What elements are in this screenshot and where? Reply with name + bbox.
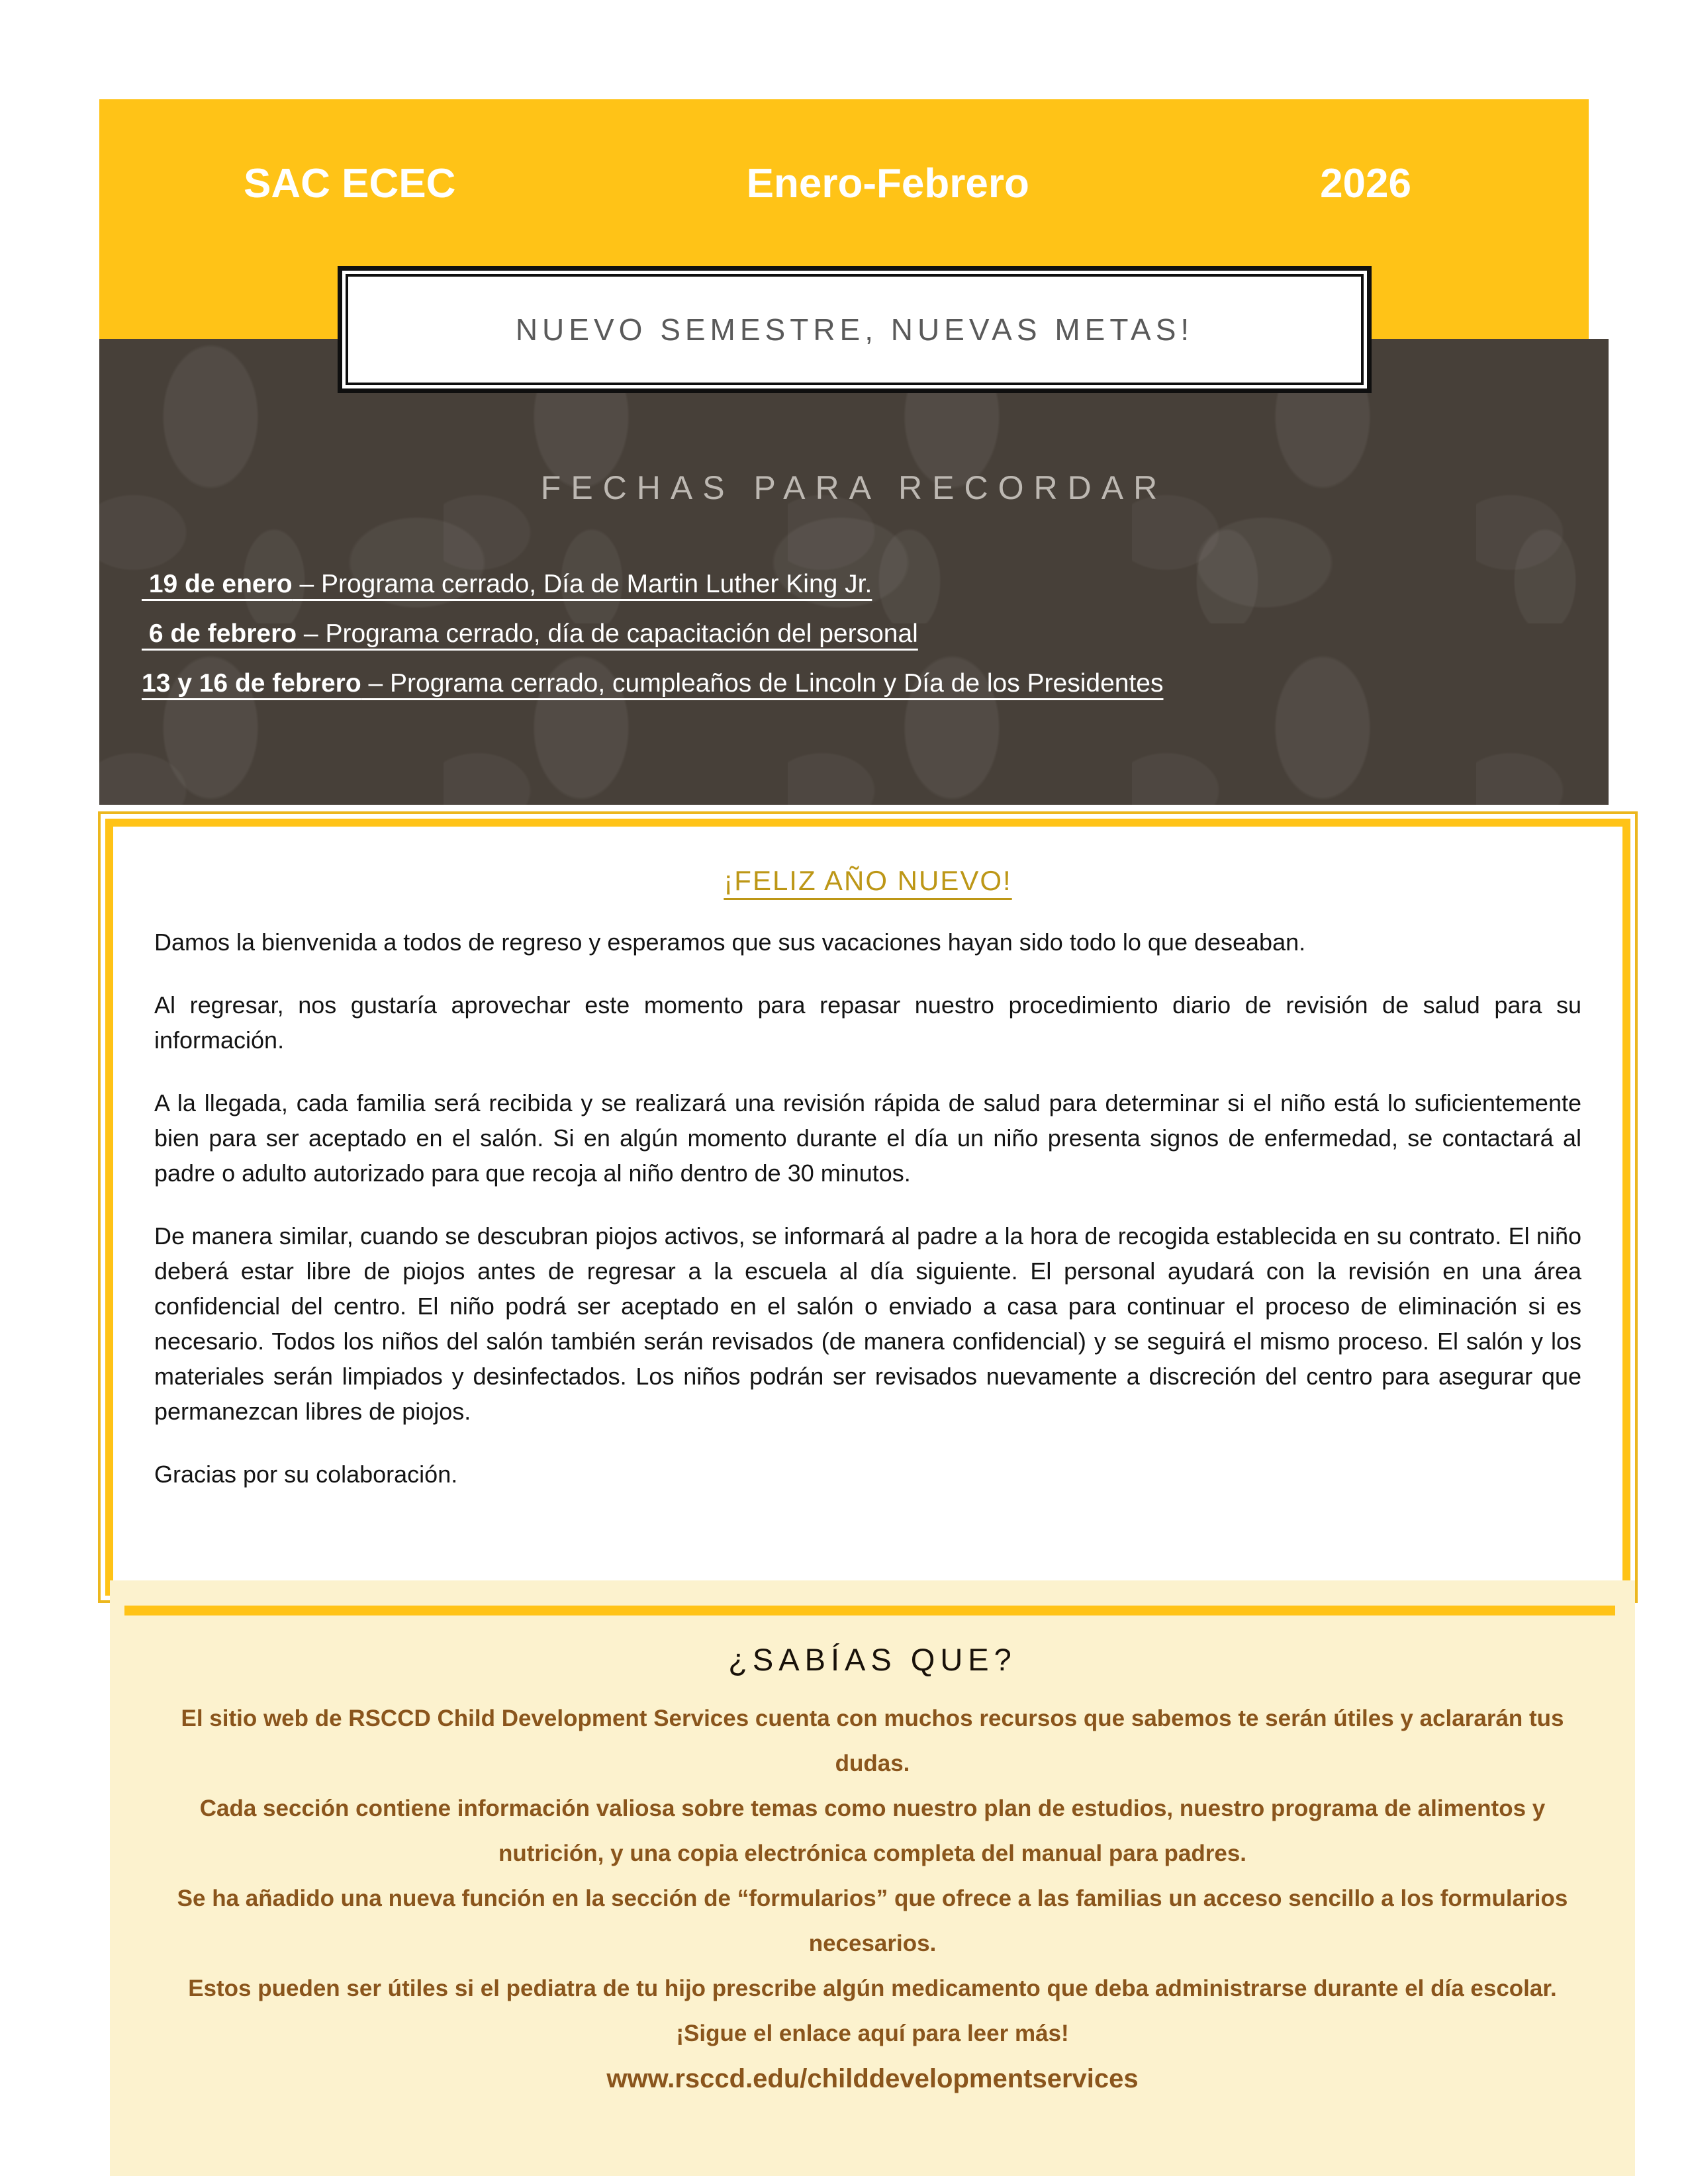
date-item-mlk <box>142 570 1569 598</box>
dates-section <box>99 339 1609 805</box>
subtitle-text: NUEVO SEMESTRE, NUEVAS METAS! <box>515 312 1194 347</box>
banner-year-title: 2026 <box>1320 161 1411 206</box>
dates-section-heading: FECHAS PARA RECORDAR <box>540 469 1168 506</box>
subtitle-box <box>338 266 1372 393</box>
sabias-paragraph-sections: Cada sección contiene información valiosa sobre temas como nuestro plan de estudios, nuestro programa de alimentos y nutrición, y una copia electrónica completa del manual para padres. <box>199 1796 1546 1866</box>
gold-divider-bar <box>124 1606 1615 1615</box>
feliz-paragraph-health-check: A la llegada, cada familia será recibida y se realizará una revisión rápida de salud para determinar si el niño está lo suficientemente bien para ser aceptado en el salón. Si en algún momento durante el día un niño presenta signos de enfermedad, se contactará al padre o adulto autorizado para que recoja al niño dentro de 30 minutos. <box>154 1089 1581 1187</box>
date-item-staff-training-desc: – Programa cerrado, día de capacitación del personal <box>297 619 918 648</box>
dates-list <box>142 570 1569 698</box>
feliz-paragraph-lice-policy: De manera similar, cuando se descubran piojos activos, se informará al padre a la hora de recogida establecida en su contrato. El niño deberá estar libre de piojos antes de regresar a la escuela al día siguiente. El personal ayudará con la revisión en una área confidencial del centro. El niño podrá ser aceptado en el salón o enviado a casa para continuar el proceso de eliminación si es necesario. Todos los niños del salón también serán revisados (de manera confidencial) y se seguirá el mismo proceso. El salón y los materiales serán limpiados y desinfectados. Los niños podrán ser revisados nuevamente a discreción del centro para asegurar que permanezcan libres de piojos. <box>154 1222 1581 1425</box>
feliz-paragraph-thanks: Gracias por su colaboración. <box>154 1461 458 1488</box>
date-item-mlk-desc: – Programa cerrado, Día de Martin Luther King Jr. <box>292 570 872 598</box>
banner-title-row <box>99 99 1589 207</box>
sabias-cta-text: ¡Sigue el enlace aquí para leer más! <box>676 2021 1069 2046</box>
date-item-staff-training <box>142 620 1569 648</box>
sabias-paragraph-forms: Se ha añadido una nueva función en la sección de “formularios” que ofrece a las familias un acceso sencillo a los formularios necesarios. <box>177 1886 1568 1956</box>
did-you-know-heading: ¿SABÍAS QUE? <box>728 1642 1017 1677</box>
feliz-paragraph-intro: Al regresar, nos gustaría aprovechar este momento para repasar nuestro procedimiento diario de revisión de salud para su información. <box>154 991 1581 1054</box>
banner-period-title: Enero-Febrero <box>746 161 1029 206</box>
date-item-presidents-day-date: 13 y 16 de febrero <box>142 669 361 698</box>
did-you-know-section <box>110 1580 1635 2176</box>
banner-org-title: SAC ECEC <box>244 161 456 206</box>
date-item-presidents-day-desc: – Programa cerrado, cumpleaños de Lincoln y Día de los Presidentes <box>361 669 1164 698</box>
happy-new-year-heading: ¡FELIZ AÑO NUEVO! <box>724 865 1012 896</box>
feliz-paragraph-welcome: Damos la bienvenida a todos de regreso y esperamos que sus vacaciones hayan sido todo lo que deseaban. <box>154 929 1306 956</box>
did-you-know-content <box>110 1641 1635 2101</box>
happy-new-year-box-inner <box>105 819 1630 1596</box>
date-item-staff-training-date: 6 de febrero <box>142 619 297 648</box>
sabias-paragraph-website: El sitio web de RSCCD Child Development Services cuenta con muchos recursos que sabemos te serán útiles y aclararán tus dudas. <box>181 1706 1564 1776</box>
date-item-presidents-day <box>142 670 1569 698</box>
sabias-paragraph-medication: Estos pueden ser útiles si el pediatra de tu hijo prescribe algún medicamento que deba administrarse durante el día escolar. <box>188 1976 1557 2001</box>
website-link[interactable]: www.rsccd.edu/childdevelopmentservices <box>606 2064 1139 2093</box>
happy-new-year-box <box>98 811 1638 1603</box>
date-item-mlk-date: 19 de enero <box>142 570 293 598</box>
